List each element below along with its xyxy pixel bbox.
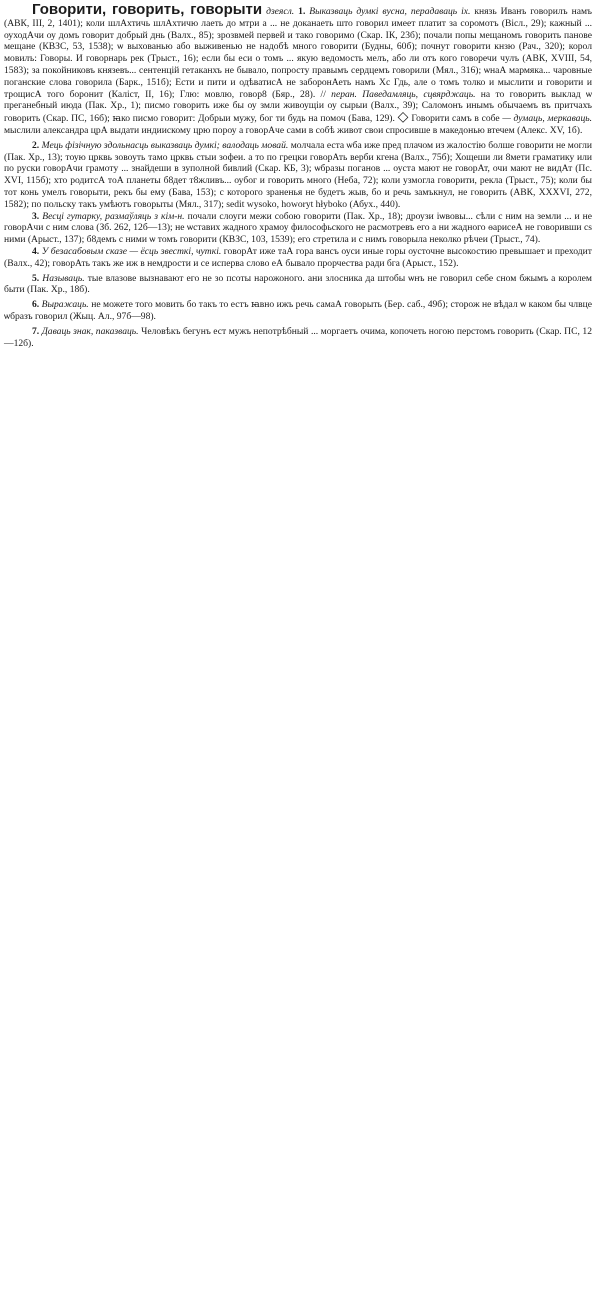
sense-citations: Человѣкъ бегунъ ест мужъ непотрѣбный ... моргаетъ очима, копочеть ногою перстомъ говорить (Скар. ПС, 12—12б). [4,325,592,349]
entry-sense-7 [4,326,592,350]
sense-number: 7. [32,325,40,337]
phrase-citations: мыслили александра црА выдати индиискому црю пороу а говорАче сами в собѣ живот свои спросивше в македонью втечем (Алекс. XV, 1б). [4,124,583,136]
sense-citations: не можете того мовить бо такъ то естъ ꙗвно ижъ речь самаА говорыть (Бер. саб., 49б); сторож не вѣдал ѡ каком бы члвце ѡбразъ говорил (Жыц. Ал., 97б—98). [4,299,592,322]
sense-number: 5. [32,272,40,284]
sense-citations: князь Иванъ говорилъ намъ (АВК, III, 2, 1401); коли шлАхтичь шлАхтичю лаеть до мтри а ... не доканаеть што говорил имеет платит за соромотъ (Віcл., 29); кажный ... оуходАчи оу домъ говорит добрый днь (Валх., 85); зрозвмей первей и тако говоримо (Скар. ІК, 23б); почали попы мещаномъ говорить панове мещане (КВЗС, 53, 1538); ѡ выхованью або выживенью не надобѣ много говорити (Будны, 60б); почнут говорити кнзю (Рач., 320); корол мовилъ: Говоры. И говорнарь рек (Трыст., 16); если бы еси о томъ ... якую ведомость мелъ, або ли отъ кого говоречи чулъ (АВК, XVIII, 54, 1583); за покойниковъ князевъ... сентенцій гетаканхъ не бывало, попросту правымъ сердцемъ говорили (Мял., 316); ѡнаА мармяка... чаровные поганские слова говорила (Барк., 151б); Ести и пити и одѣватисА не заборонАеть намъ Хс Гдь, але о томъ толко и мыслити и говорити и трощисА того боронит (Каліст, II, 16); Глю: мовлю, говор8 (Бяр., 28). [4,6,592,100]
part-of-speech: дзеясл. [266,6,295,17]
sense-citations: почали слоуги межи собою говорити (Пак. Хр., 18); дроузи іѡвовы... сѣли с ним на земли ... и не говорАчи с ним слова (Зб. 262, 12б—13); не ѡставих жадного храмоу философьского не расмотревъ его а ни жадного ѳарисеА не говоривши сѕ ними (Арыст., 137); б8демъ с ними ѡ томъ говорити (КВЗС, 103, 1539); его стретила и с нимъ говорыла неколко рѣчеи (Трыст., 74). [4,210,593,246]
sense-definition: Выказваць думкі вусна, перадаваць іх. [309,6,471,17]
entry-sense-5 [4,273,592,297]
sense-definition: Называць. [42,272,85,284]
sense-number: 6. [32,299,40,311]
sense-definition: Мець фізічную здольнасць выказваць думкі; валодаць мовай. [41,139,289,151]
entry-sense-2 [4,140,592,211]
sense-citations: тые влазове вызнавают его не зо псоты нарожоного. ани злосника да штобы ѡнъ не говорил себе сном бжымъ а королем быти (Пак. Хр., 18б). [4,272,592,296]
subsense-citations: на то говорить выклад ѡ преганебный июда (Пак. Хр., 1); писмо говорить иже бы оу змли живоущіи оу сырыи (Валх., 39); Саломонъ инымъ обычаемъ въ притчахъ говорить (Скар. ПС, 16б); ꙗко писмо говорит: Добрыи мужу, бог ти будь на помоч (Бава, 129). [4,88,592,125]
phrase-diamond-icon: ◇ [397,110,409,126]
phrase: Говорити самъ в собе [411,113,500,125]
entry-sense-4 [4,246,592,270]
sense-citations: молчала еста ѡба иже пред плачом из жалостію болше говорити не могли (Пак. Хр., 13); тоую црквь зовоуть тамо црквь стыи зофеи. а то по грецки говорАть верби кгена (Валх., 75б); Хощеши ли 8мети граматику или по руски говорАчи грамоту ... знайдеши в зуполной бивлий (Скар. КБ, 3); ѡбразы поганов ... оуста мают не говорАт, очи мают не видАт (Пс. XVI, 115б); хто родитсА тоА планеты б8дет т8жливъ... оубог и говорить много (Неба, 72); коли узмогла говорити, рекла (Трыст., 75); коли бы тот конь умелъ говорыти, рекъ бы ему (Бава, 153); с которого зраненья не будетъ жыв, бо и речь замъкнул, не говорить (АВК, XXXVI, 272, 1582); по польску такъ умѣютъ говорыты (Мял., 317); sedit wysoko, howoryt hłyboko (Абух., 440). [4,139,592,210]
entry-sense-1 [4,1,593,137]
sense-number: 1. [298,6,306,17]
phrase-gloss: — думаць, меркаваць. [502,113,593,125]
subsense-mark: // [320,88,326,100]
entry-sense-3 [4,211,592,246]
sense-definition: У безасабовым сказе — ёсць звесткі, чуткі. [41,245,222,257]
sense-number: 2. [32,139,40,151]
sense-definition: Даваць знак, паказваць. [41,325,139,337]
sense-number: 4. [32,245,40,257]
headword: Говорити, говорить, говорыти [32,1,263,18]
sense-citations: говорАт иже таА гора вансъ оуси иные горы оусточне высокостию превышает и преходит (Валх., 42); говорАть такъ же иж в немдрости и се исперва слово еА бывало прорчества ради бга (Арыст., 152). [4,245,592,269]
sense-number: 3. [32,210,40,222]
sense-definition: Весці гутарку, размаўляць з кім-н. [42,210,185,222]
sense-definition: Выражаць. [41,299,89,311]
subsense-definition: перан. Паведамляць, сцвярджаць. [331,88,476,100]
entry-sense-6 [4,299,592,323]
